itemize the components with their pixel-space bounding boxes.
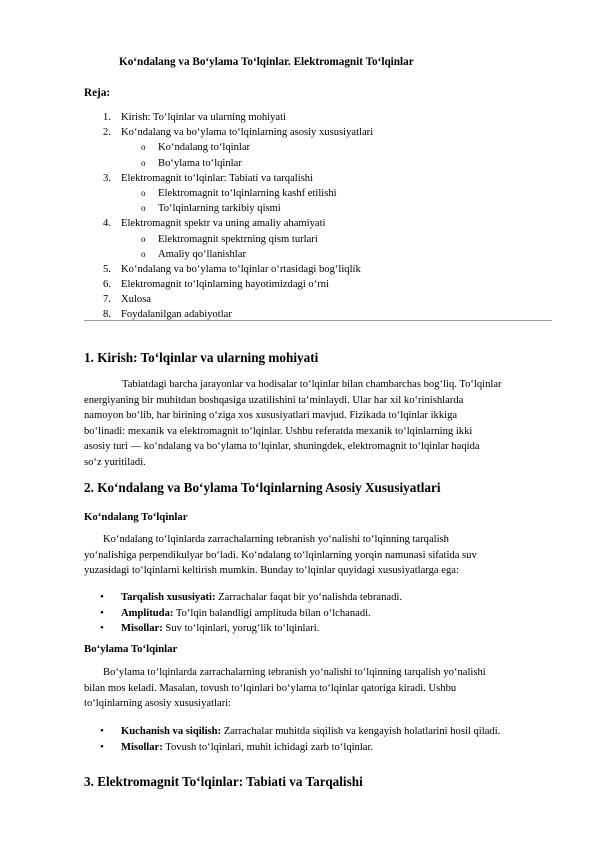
paragraph-line: so‘z yuritiladi. (84, 456, 146, 468)
paragraph-line: yuzasidagi to‘lqinlarni keltirish mumkin. Bunday to‘lqinlar quyidagi xususiyatlarga ega: (84, 565, 459, 576)
subsection-heading: Bo‘ylama To‘lqinlar (84, 643, 178, 655)
section-heading: 3. Elektromagnit To‘lqinlar: Tabiati va Tarqalishi (84, 774, 363, 789)
toc-text: Kirish: To‘lqinlar va ularning mohiyati (121, 112, 287, 123)
document-title: Ko‘ndalang va Bo‘ylama To‘lqinlar. Elektromagnit To‘lqinlar (119, 56, 414, 68)
toc-item (0, 110, 596, 125)
toc-subtext: Ko‘ndalang to‘lqinlar (158, 142, 251, 154)
list-item (0, 590, 596, 606)
table-of-contents (0, 110, 596, 323)
bullet-text: Zarrachalar faqat bir yo‘nalishda tebranadi. (215, 592, 402, 603)
bullet-dot-icon: • (100, 725, 104, 737)
toc-subitem (0, 156, 596, 171)
toc-subitem (0, 232, 596, 247)
toc-item (0, 125, 596, 140)
toc-number: 7. (103, 294, 111, 306)
toc-item (0, 277, 596, 292)
toc-number: 6. (103, 279, 111, 291)
toc-item (0, 292, 596, 307)
circle-bullet-icon: o (141, 187, 146, 198)
horizontal-divider (84, 320, 552, 321)
section-heading: 2. Ko‘ndalang va Bo‘ylama To‘lqinlarning Asosiy Xususiyatlari (84, 480, 441, 495)
toc-subtext: Amaliy qo‘llanishlar (158, 248, 246, 260)
bullet-dot-icon: • (100, 740, 104, 753)
paragraph-line: Ko‘ndalang to‘lqinlarda zarrachalarning tebranish yo‘nalishi to‘lqinning tarqalish (103, 534, 449, 545)
bullet-list (0, 724, 596, 755)
paragraph-line: Tabiatdagi barcha jarayonlar va hodisalar to‘lqinlar bilan chambarchas bog‘liq. To‘lqinlar (122, 379, 502, 390)
toc-subitem (0, 186, 596, 201)
paragraph-line: energiyaning bir muhitdan boshqasiga uzatilishini ta‘minlaydi. Ular har xil ko‘rinishlarda (84, 394, 464, 406)
bullet-text: To‘lqin balandligi amplituda bilan o‘lchanadi. (173, 607, 371, 619)
paragraph (84, 377, 556, 470)
bullet-label: Misollar: (121, 741, 163, 753)
paragraph (84, 665, 556, 712)
toc-text: Elektromagnit to‘lqinlarning hayotimizdagi o‘rni (121, 279, 330, 291)
list-item (0, 621, 596, 637)
section-heading: 1. Kirish: To‘lqinlar va ularning mohiyati (84, 350, 319, 365)
toc-number: 4. (103, 218, 111, 230)
list-item (0, 724, 596, 740)
paragraph (84, 532, 556, 579)
circle-bullet-icon: o (141, 233, 146, 244)
toc-number: 2. (103, 127, 111, 139)
toc-text: Xulosa (121, 294, 152, 306)
bullet-dot-icon: • (100, 591, 104, 603)
circle-bullet-icon: o (141, 157, 146, 168)
bullet-dot-icon: • (100, 622, 104, 634)
toc-text: Ko‘ndalang va bo‘ylama to‘lqinlarning asosiy xususiyatlari (121, 127, 374, 139)
bullet-list (0, 590, 596, 637)
paragraph-line: namoyon bo‘lib, har birining o‘ziga xos xususiyatlari mavjud. Fizikada to‘lqinlar ikkiga (84, 410, 458, 421)
toc-subtext: Elektromagnit to‘lqinlarning kashf etilishi (158, 187, 337, 199)
toc-subitem (0, 201, 596, 216)
toc-subitem (0, 140, 596, 155)
toc-text: Ko‘ndalang va bo‘ylama to‘lqinlar o‘rtasidagi bog‘liqlik (121, 263, 361, 275)
toc-subtext: Bo‘ylama to‘lqinlar (158, 157, 242, 169)
toc-item (0, 262, 596, 277)
paragraph-line: asosiy turi — ko‘ndalang va bo‘ylama to‘lqinlar, shuningdek, elektromagnit to‘lqinlar haqida (84, 441, 480, 452)
paragraph-line: Bo‘ylama to‘lqinlarda zarrachalarning tebranish yo‘nalishi to‘lqinning tarqalish yo‘nalishi (103, 667, 486, 678)
paragraph-line: bo‘linadi: mexanik va elektromagnit to‘lqinlar. Ushbu referatda mexanik to‘lqinlarning ikki (84, 425, 473, 437)
bullet-label: Amplituda: (121, 607, 174, 619)
toc-text: Elektromagnit to‘lqinlar: Tabiati va tarqalishi (121, 172, 314, 184)
circle-bullet-icon: o (141, 142, 146, 153)
paragraph-line: bilan mos keladi. Masalan, tovush to‘lqinlari bo‘ylama to‘lqinlar qatoriga kiradi. Ushbu (84, 682, 457, 694)
bullet-label: Misollar: (121, 623, 163, 634)
toc-subtext: To‘lqinlarning tarkibiy qismi (158, 203, 281, 215)
plan-label: Reja: (84, 87, 111, 99)
bullet-text: Tovush to‘lqinlari, muhit ichidagi zarb to‘lqinlar. (162, 741, 374, 753)
circle-bullet-icon: o (141, 248, 146, 259)
toc-item (0, 171, 596, 186)
bullet-dot-icon: • (100, 606, 104, 619)
paragraph-line: yo‘nalishiga perpendikulyar bo‘ladi. Ko‘ndalang to‘lqinlarning yorqin namunasi sifatida suv (84, 549, 477, 561)
circle-bullet-icon: o (141, 203, 146, 214)
toc-item (0, 216, 596, 231)
bullet-label: Tarqalish xususiyati: (121, 592, 216, 603)
toc-subtext: Elektromagnit spektrning qism turlari (158, 233, 318, 245)
toc-number: 5. (103, 263, 111, 275)
bullet-text: Zarrachalar muhitda siqilish va kengayish holatlarini hosil qiladi. (221, 726, 501, 737)
toc-number: 1. (103, 112, 111, 123)
list-item (0, 740, 596, 756)
toc-text: Elektromagnit spektr va uning amaliy ahamiyati (121, 218, 326, 230)
list-item (0, 606, 596, 622)
toc-text: Foydalanilgan adabiyotlar (121, 309, 232, 321)
paragraph-line: to‘lqinlarning asosiy xususiyatlari: (84, 698, 232, 709)
toc-subitem (0, 247, 596, 262)
subsection-heading: Ko‘ndalang To‘lqinlar (84, 511, 188, 523)
toc-number: 3. (103, 172, 111, 184)
toc-number: 8. (103, 309, 111, 321)
bullet-label: Kuchanish va siqilish: (121, 726, 222, 737)
bullet-text: Suv to‘lqinlari, yorug‘lik to‘lqinlari. (162, 623, 320, 634)
